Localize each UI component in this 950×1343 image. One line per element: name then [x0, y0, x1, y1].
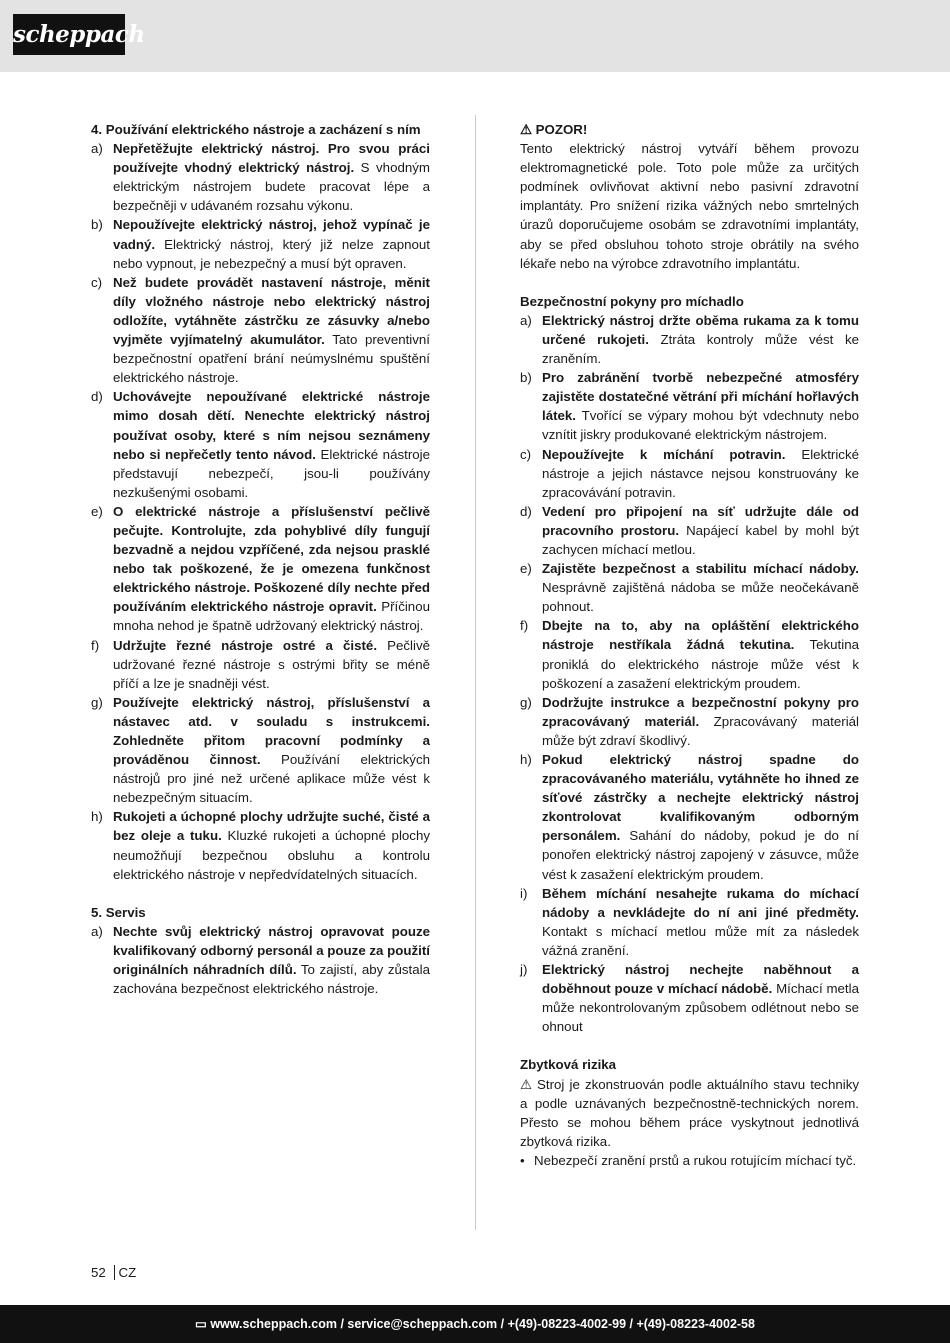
item-text: S vhodným elektrickým nástrojem budete pracovat lépe a bezpečněji v udávaném rozsahu výkonu. [113, 160, 430, 214]
warning-text: Tento elektrický nástroj vytváří během provozu elektromagnetické pole. Toto pole může za určitých podmínek ovlivňovat aktivní nebo pasivní zdravotní implantáty. Pro snížení rizika vážných nebo smrtelných úrazů doporučujeme osobám se zdravotními implantáty, aby se před obsluhou tohoto stroje obrátily na svého lékaře nebo na výrobce zdravotního implantátu. [520, 141, 859, 271]
list-item [520, 368, 859, 444]
item-text: Pečlivě udržované řezné nástroje s ostrými břity se méně příčí a lze je snadněji vést. [113, 637, 430, 691]
bullet-icon: • [520, 1152, 525, 1168]
item-letter: f) [91, 637, 100, 653]
page-footer [0, 1305, 950, 1343]
list-item [520, 616, 859, 692]
list-item [91, 807, 430, 883]
list-item [520, 559, 859, 616]
mixer-safety-list [520, 311, 859, 1037]
item-letter: d) [520, 503, 532, 519]
item-letter: a) [520, 312, 532, 328]
item-letter: c) [520, 446, 532, 462]
section-heading-usage: 4. Používání elektrického nástroje a zacházení s ním [91, 122, 421, 137]
item-text: Kluzké rukojeti a úchopné plochy neumožňují bezpečnou obsluhu a kontrolu elektrického nástroje v nepředvídatelných situacích. [113, 828, 430, 882]
section-heading-mixer: Bezpečnostní pokyny pro míchadlo [520, 293, 744, 309]
item-bold-text: Nepoužívejte elektrický nástroj, jehož vypínač je vadný. [113, 217, 430, 252]
item-letter: c) [91, 274, 103, 290]
item-bold-text: Pro zabránění tvorbě nebezpečné atmosféry zajistěte dostatečné větrání při míchání hořlavých látek. [542, 370, 859, 424]
item-bold-text: Během míchání nesahejte rukama do míchací nádoby a nevkládejte do ní ani jiné předměty. [542, 885, 859, 920]
item-text: Nesprávně zajištěná nádoba se může neočekávaně pohnout. [542, 580, 859, 615]
item-bold-text: Vedení pro připojení na síť udržujte dále od pracovního prostoru. [542, 503, 859, 538]
item-letter: a) [91, 923, 103, 939]
contact-icons: ▭ [195, 1317, 211, 1331]
list-item [91, 215, 430, 272]
item-text: Ztráta kontroly může vést ke zraněním. [542, 331, 859, 367]
item-text: Sahání do nádoby, pokud je do ní ponořen elektrický nástroj zapojený v zásuvce, může vést k zasažení elektrickým proudem. [542, 828, 859, 882]
item-letter: b) [91, 217, 103, 233]
item-letter: b) [520, 370, 532, 386]
brand-logo: scheppach [13, 14, 125, 55]
left-column [91, 120, 430, 998]
list-item [91, 502, 430, 636]
section-heading-residual: Zbytková rizika [520, 1057, 617, 1073]
item-letter: a) [91, 141, 103, 157]
item-text: Tvořící se výpary mohou být vdechnuty nebo vznítit jiskry produkované elektrickým nástrojem. [542, 408, 859, 443]
warning-triangle-icon: ⚠ [520, 1076, 532, 1092]
page-number-value: 52 [91, 1265, 106, 1280]
warning-heading [520, 120, 859, 139]
item-letter: i) [520, 885, 528, 901]
item-text: Míchací metla může nekontrolovaným způsobem odlétnout nebo se ohnout [542, 981, 859, 1035]
item-bold-text: Zajistěte bezpečnost a stabilitu míchací nádoby. [542, 561, 859, 577]
list-item [91, 273, 430, 388]
item-text: Tato preventivní bezpečnostní opatření brání neúmyslnému spuštění elektrického nástroje. [113, 332, 430, 386]
item-bold-text: Uchovávejte nepoužívané elektrické nástroje mimo dosah dětí. Nenechte elektrický nástroj používat osoby, které s ním nejsou seznámeny nebo si nepřečetly tento návod. [113, 389, 430, 462]
item-letter: h) [91, 809, 103, 825]
warning-title: POZOR! [535, 122, 588, 137]
list-item [520, 502, 859, 559]
item-bold-text: Elektrický nástroj nechejte naběhnout a doběhnout pouze v míchací nádobě. [542, 962, 859, 997]
residual-paragraph [520, 1075, 859, 1151]
list-item [91, 387, 430, 502]
list-item [91, 922, 430, 998]
page-language: CZ [118, 1265, 137, 1280]
item-bold-text: O elektrické nástroje a příslušenství pečlivě pečujte. Kontrolujte, zda pohyblivé díly fungují bezvadně a nejdou vzpříčené, zda nejsou prasklé nebo tak poškozené, že je omezena funkčnost elektrického nástroje. Poškozené díly nechte před používáním elektrického nástroje opravit. [113, 503, 430, 615]
item-bold-text: Nepoužívejte k míchání potravin. [542, 446, 786, 462]
item-letter: e) [91, 503, 103, 519]
item-text: To zajistí, aby zůstala zachována bezpečnost elektrického nástroje. [113, 962, 430, 997]
item-bold-text: Rukojeti a úchopné plochy udržujte suché, čisté a bez oleje a tuku. [113, 809, 430, 844]
item-text: Používání elektrických nástrojů pro jiné než určené aplikace může vést k nebezpečným situacím. [113, 752, 430, 806]
residual-bullet [520, 1151, 859, 1170]
item-letter: e) [520, 561, 532, 577]
list-item [520, 693, 859, 750]
item-letter: h) [520, 752, 532, 767]
item-letter: g) [520, 694, 532, 710]
item-text: Elektrický nástroj, který již nelze zapnout nebo vypnout, je nebezpečný a musí být opraven. [113, 236, 430, 271]
item-text: Elektrické nástroje představují nebezpečí, jsou-li používány nezkušenými osobami. [113, 446, 430, 500]
warning-triangle-icon: ⚠ [520, 122, 532, 137]
item-bold-text: Nepřetěžujte elektrický nástroj. Pro svou práci používejte vhodný elektrický nástroj. [113, 141, 430, 176]
item-bold-text: Dodržujte instrukce a bezpečnostní pokyny pro zpracovávaný materiál. [542, 694, 859, 729]
item-letter: d) [91, 389, 103, 405]
item-letter: g) [91, 694, 103, 710]
page-header [0, 0, 950, 72]
item-text: Zpracovávaný materiál může být zdraví škodlivý. [542, 713, 860, 748]
item-letter: f) [520, 618, 529, 634]
item-bold-text: Pokud elektrický nástroj spadne do zpracovávaného materiálu, vytáhněte ho ihned ze síťové zástrčky a nechejte elektrický nástroj zkontrolovat kvalifikovaným odborným personálem. [542, 752, 859, 844]
service-list [91, 922, 430, 998]
usage-list [91, 139, 430, 884]
page-number [91, 1265, 136, 1280]
item-bold-text: Elektrický nástroj držte oběma rukama za k tomu určené rukojeti. [542, 312, 859, 347]
item-bold-text: Udržujte řezné nástroje ostré a čisté. [113, 637, 378, 653]
item-bold-text: Dbejte na to, aby na opláštění elektrického nástroje nestříkala žádná tekutina. [542, 618, 859, 653]
footer-contact-text: www.scheppach.com / service@scheppach.com / +(49)-08223-4002-99 / +(49)-08223-4002-58 [210, 1317, 755, 1331]
list-item [520, 311, 859, 368]
residual-bullet-text: Nebezpečí zranění prstů a rukou rotujícím míchací tyč. [534, 1152, 857, 1168]
list-item [91, 636, 430, 693]
list-item [91, 139, 430, 215]
item-text: Kontakt s míchací metlou může mít za následek vážná zranění. [542, 923, 859, 958]
item-letter: j) [520, 962, 528, 978]
item-bold-text: Nechte svůj elektrický nástroj opravovat pouze kvalifikovaný odborný personál a pouze za použití originálních náhradních dílů. [113, 923, 430, 978]
item-text: Příčinou mnoha nehod je špatně udržovaný elektrický nástroj. [113, 599, 430, 634]
item-bold-text: Než budete provádět nastavení nástroje, měnit díly vložného nástroje nebo elektrický nástroj odložíte, vytáhněte zástrčku ze zásuvky a/nebo vyjměte vyjímatelný akumulátor. [113, 274, 430, 348]
item-bold-text: Používejte elektrický nástroj, příslušenství a nástavec atd. v souladu s instrukcemi. Zohledněte přitom pracovní podmínky a prováděnou činnost. [113, 694, 430, 768]
list-item [91, 693, 430, 808]
residual-text: Stroj je zkonstruován podle aktuálního stavu techniky a podle uznávaných bezpečnostně-technických norem. Přesto se mohou během práce vyskytnout jednotlivá zbytková rizika. [520, 1076, 859, 1149]
list-item [520, 960, 859, 1036]
section-heading-service: 5. Servis [91, 904, 146, 920]
item-text: Elektrické nástroje a jejich nástavce nejsou konstruovány ke zpracovávání potravin. [542, 446, 859, 500]
list-item [520, 884, 859, 960]
list-item [520, 750, 859, 884]
column-divider [475, 115, 476, 1230]
item-text: Tekutina proniklá do elektrického nástroje může vést k poškození a zasažení elektrickým proudem. [542, 637, 859, 691]
item-text: Napájecí kabel by mohl být zachycen míchací metlou. [542, 522, 860, 557]
list-item [520, 445, 859, 502]
right-column [520, 120, 859, 1170]
